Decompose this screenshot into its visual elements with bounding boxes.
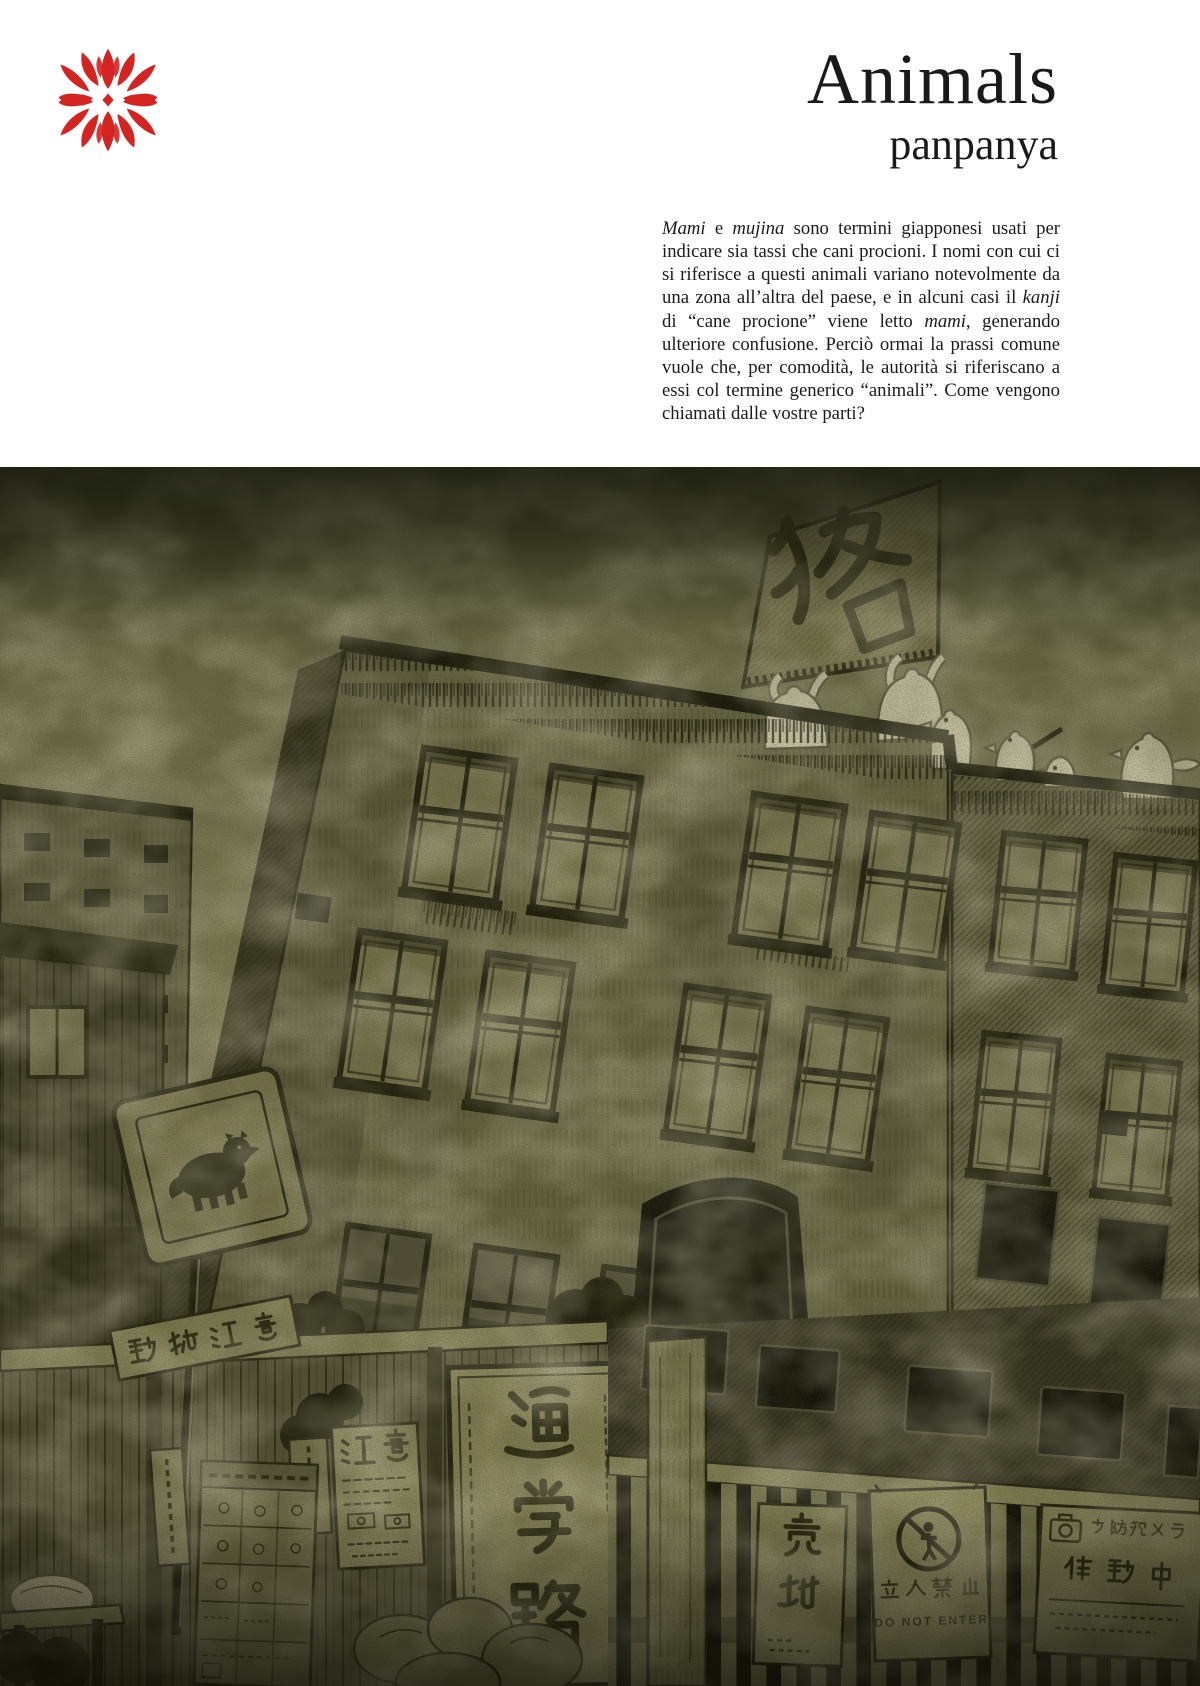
cover-illustration — [0, 467, 1200, 1686]
texture-overlays — [0, 467, 1200, 1686]
page-title: Animals — [807, 39, 1058, 119]
publisher-logo — [52, 42, 164, 158]
author-name: panpanya — [889, 120, 1058, 169]
intro-paragraph: Mami e mujina sono termini giapponesi usati per indicare sia tassi che cani procioni. I nomi con cui ci si riferisce a questi animali variano notevolmente da una zona all’altra del paese, e in alcuni casi il kanji di “cane procione” viene letto mami, generando ulteriore confusione. Perciò ormai la prassi comune vuole che, per comodità, le autorità si riferiscano a essi col termine generico “animali”. Come vengono chiamati dalle vostre parti? — [662, 217, 1061, 425]
crest-ornament — [59, 49, 158, 152]
masthead — [807, 40, 1058, 170]
